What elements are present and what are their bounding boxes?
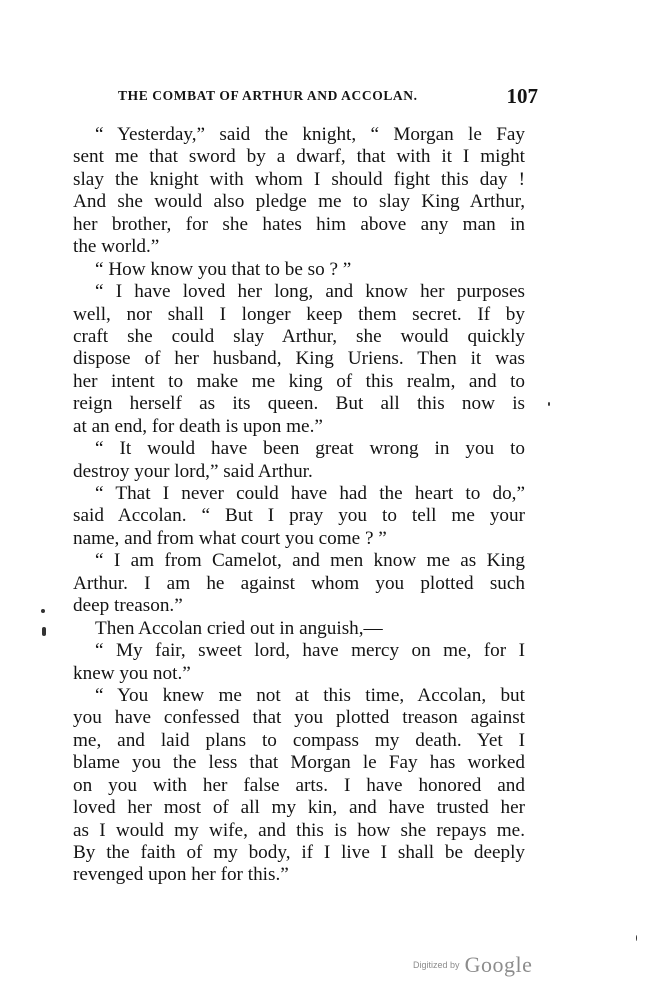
text-line: the world.” bbox=[73, 236, 160, 258]
text-line: slay the knight with whom I should fight this day ! bbox=[73, 168, 525, 190]
text-line: sent me that sword by a dwarf, that with it I might bbox=[73, 146, 525, 168]
text-line: well, nor shall I longer keep them secret. If by bbox=[73, 303, 525, 325]
text-line: destroy your lord,” said Arthur. bbox=[73, 460, 313, 482]
scan-speck bbox=[548, 402, 550, 406]
text-line: “ My fair, sweet lord, have mercy on me, for I bbox=[95, 640, 525, 662]
text-line: “ I am from Camelot, and men know me as King bbox=[95, 550, 525, 572]
page-number: 107 bbox=[506, 84, 538, 108]
scan-speck bbox=[41, 609, 45, 613]
running-title: THE COMBAT OF ARTHUR AND ACCOLAN. bbox=[118, 88, 418, 103]
text-line: “ Yesterday,” said the knight, “ Morgan le Fay bbox=[95, 124, 525, 145]
text-line: And she would also pledge me to slay King Arthur, bbox=[73, 191, 525, 213]
text-line: as I would my wife, and this is how she repays me. bbox=[73, 819, 525, 841]
text-line: loved her most of all my kin, and have trusted her bbox=[73, 797, 525, 819]
running-head bbox=[118, 84, 538, 112]
text-line: her brother, for she hates him above any man in bbox=[73, 213, 525, 235]
text-line: deep treason.” bbox=[73, 595, 183, 617]
text-line: blame you the less that Morgan le Fay has worked bbox=[73, 752, 525, 774]
text-line: at an end, for death is upon me.” bbox=[73, 415, 323, 437]
text-line: Arthur. I am he against whom you plotted such bbox=[73, 572, 525, 594]
text-line: said Accolan. “ But I pray you to tell me your bbox=[73, 505, 525, 527]
text-line: reign herself as its queen. But all this now is bbox=[73, 393, 525, 415]
text-line: “ It would have been great wrong in you to bbox=[95, 438, 525, 460]
text-line: you have confessed that you plotted treason against bbox=[73, 707, 525, 729]
digitization-watermark bbox=[413, 952, 532, 978]
text-line: “ You knew me not at this time, Accolan, but bbox=[95, 684, 525, 706]
body-text bbox=[73, 124, 525, 887]
google-logo: Google bbox=[464, 952, 533, 977]
text-line: on you with her false arts. I have honored and bbox=[73, 774, 525, 796]
text-line: revenged upon her for this.” bbox=[73, 864, 289, 886]
text-line: “ I have loved her long, and know her purposes bbox=[95, 281, 525, 303]
watermark-prefix: Digitized by bbox=[413, 960, 460, 970]
text-line: “ That I never could have had the heart to do,” bbox=[95, 483, 525, 504]
text-line: Then Accolan cried out in anguish,— bbox=[95, 617, 383, 639]
text-line: knew you not.” bbox=[73, 662, 191, 684]
scan-speck bbox=[42, 627, 46, 636]
scan-speck bbox=[636, 935, 637, 941]
text-line: name, and from what court you come ? ” bbox=[73, 527, 387, 549]
text-line: craft she could slay Arthur, she would quickly bbox=[73, 325, 525, 347]
text-line: “ How know you that to be so ? ” bbox=[95, 258, 352, 280]
text-line: her intent to make me king of this realm, and to bbox=[73, 370, 525, 392]
text-line: dispose of her husband, King Uriens. Then it was bbox=[73, 348, 525, 370]
text-line: By the faith of my body, if I live I shall be deeply bbox=[73, 842, 525, 863]
text-line: me, and laid plans to compass my death. Yet I bbox=[73, 729, 525, 751]
